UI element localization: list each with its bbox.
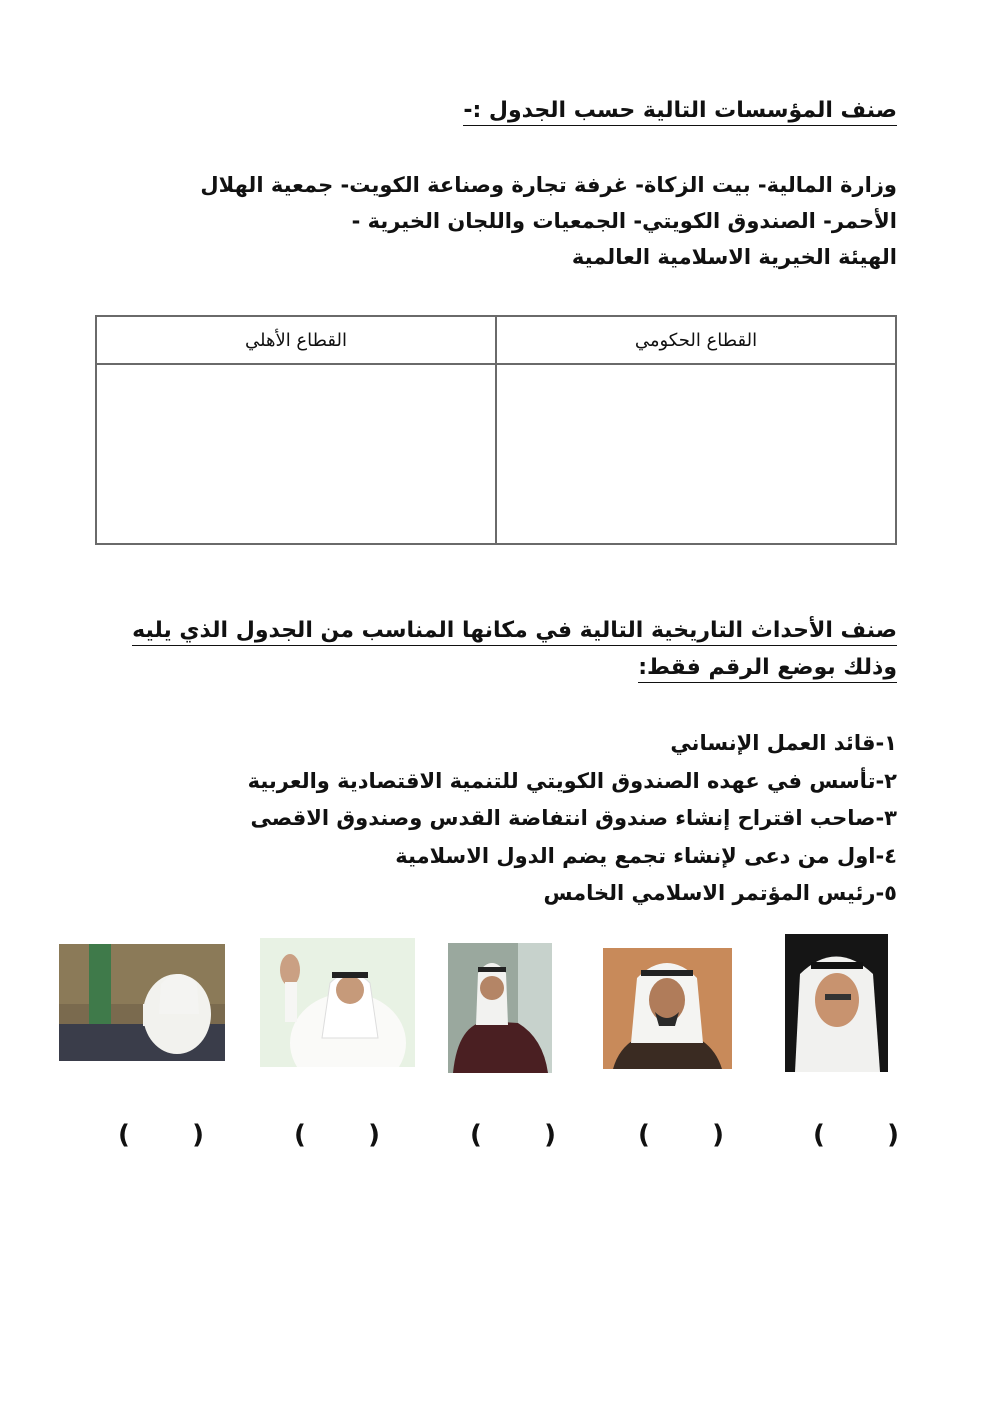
question1-heading-text: صنف المؤسسات التالية حسب الجدول :- [463,98,897,126]
sector-table [95,315,897,545]
cell-private-sector[interactable] [96,364,496,544]
institutions-paragraph [97,167,897,275]
header-government-sector: القطاع الحكومي [496,316,896,364]
close-paren: ) [192,1120,204,1150]
open-paren: ( [118,1120,130,1150]
event-item-3: ٣-صاحب اقتراح إنشاء صندوق انتفاضة القدس وصندوق الاقصى [250,806,897,830]
event-item-1: ١-قائد العمل الإنساني [670,731,897,755]
question2-heading [97,612,897,686]
institutions-line-1: وزارة المالية- بيت الزكاة- غرفة تجارة وصناعة الكويت- جمعية الهلال [200,173,897,197]
open-paren: ( [638,1120,650,1150]
answer-box-2[interactable] [294,1115,380,1155]
answer-box-1[interactable] [118,1115,204,1155]
open-paren: ( [813,1120,825,1150]
question2-heading-line-1: صنف الأحداث التاريخية التالية في مكانها المناسب من الجدول الذي يليه [132,618,897,646]
portrait-photo-4 [603,948,732,1069]
portrait-photo-1 [59,944,225,1061]
institutions-line-3: الهيئة الخيرية الاسلامية العالمية [571,245,897,269]
answer-box-5[interactable] [813,1115,899,1155]
close-paren: ) [712,1120,724,1150]
close-paren: ) [368,1120,380,1150]
event-item-2: ٢-تأسس في عهده الصندوق الكويتي للتنمية الاقتصادية والعربية [247,768,897,793]
close-paren: ) [544,1120,556,1150]
answer-box-3[interactable] [470,1115,556,1155]
portrait-photo-3 [448,943,552,1073]
question2-heading-line-2: وذلك بوضع الرقم فقط: [638,655,897,683]
open-paren: ( [470,1120,482,1150]
answer-box-4[interactable] [638,1115,724,1155]
cell-government-sector[interactable] [496,364,896,544]
portrait-photo-2 [260,938,415,1067]
question1-heading [97,94,897,128]
institutions-line-2: الأحمر- الصندوق الكويتي- الجمعيات واللجان الخيرية - [351,209,897,233]
header-private-sector: القطاع الأهلي [96,316,496,364]
close-paren: ) [887,1120,899,1150]
portrait-photo-5 [785,934,888,1072]
event-item-5: ٥-رئيس المؤتمر الاسلامي الخامس [543,881,897,905]
event-item-4: ٤-اول من دعى لإنشاء تجمع يضم الدول الاسلامية [395,843,897,868]
events-list [97,725,897,913]
open-paren: ( [294,1120,306,1150]
